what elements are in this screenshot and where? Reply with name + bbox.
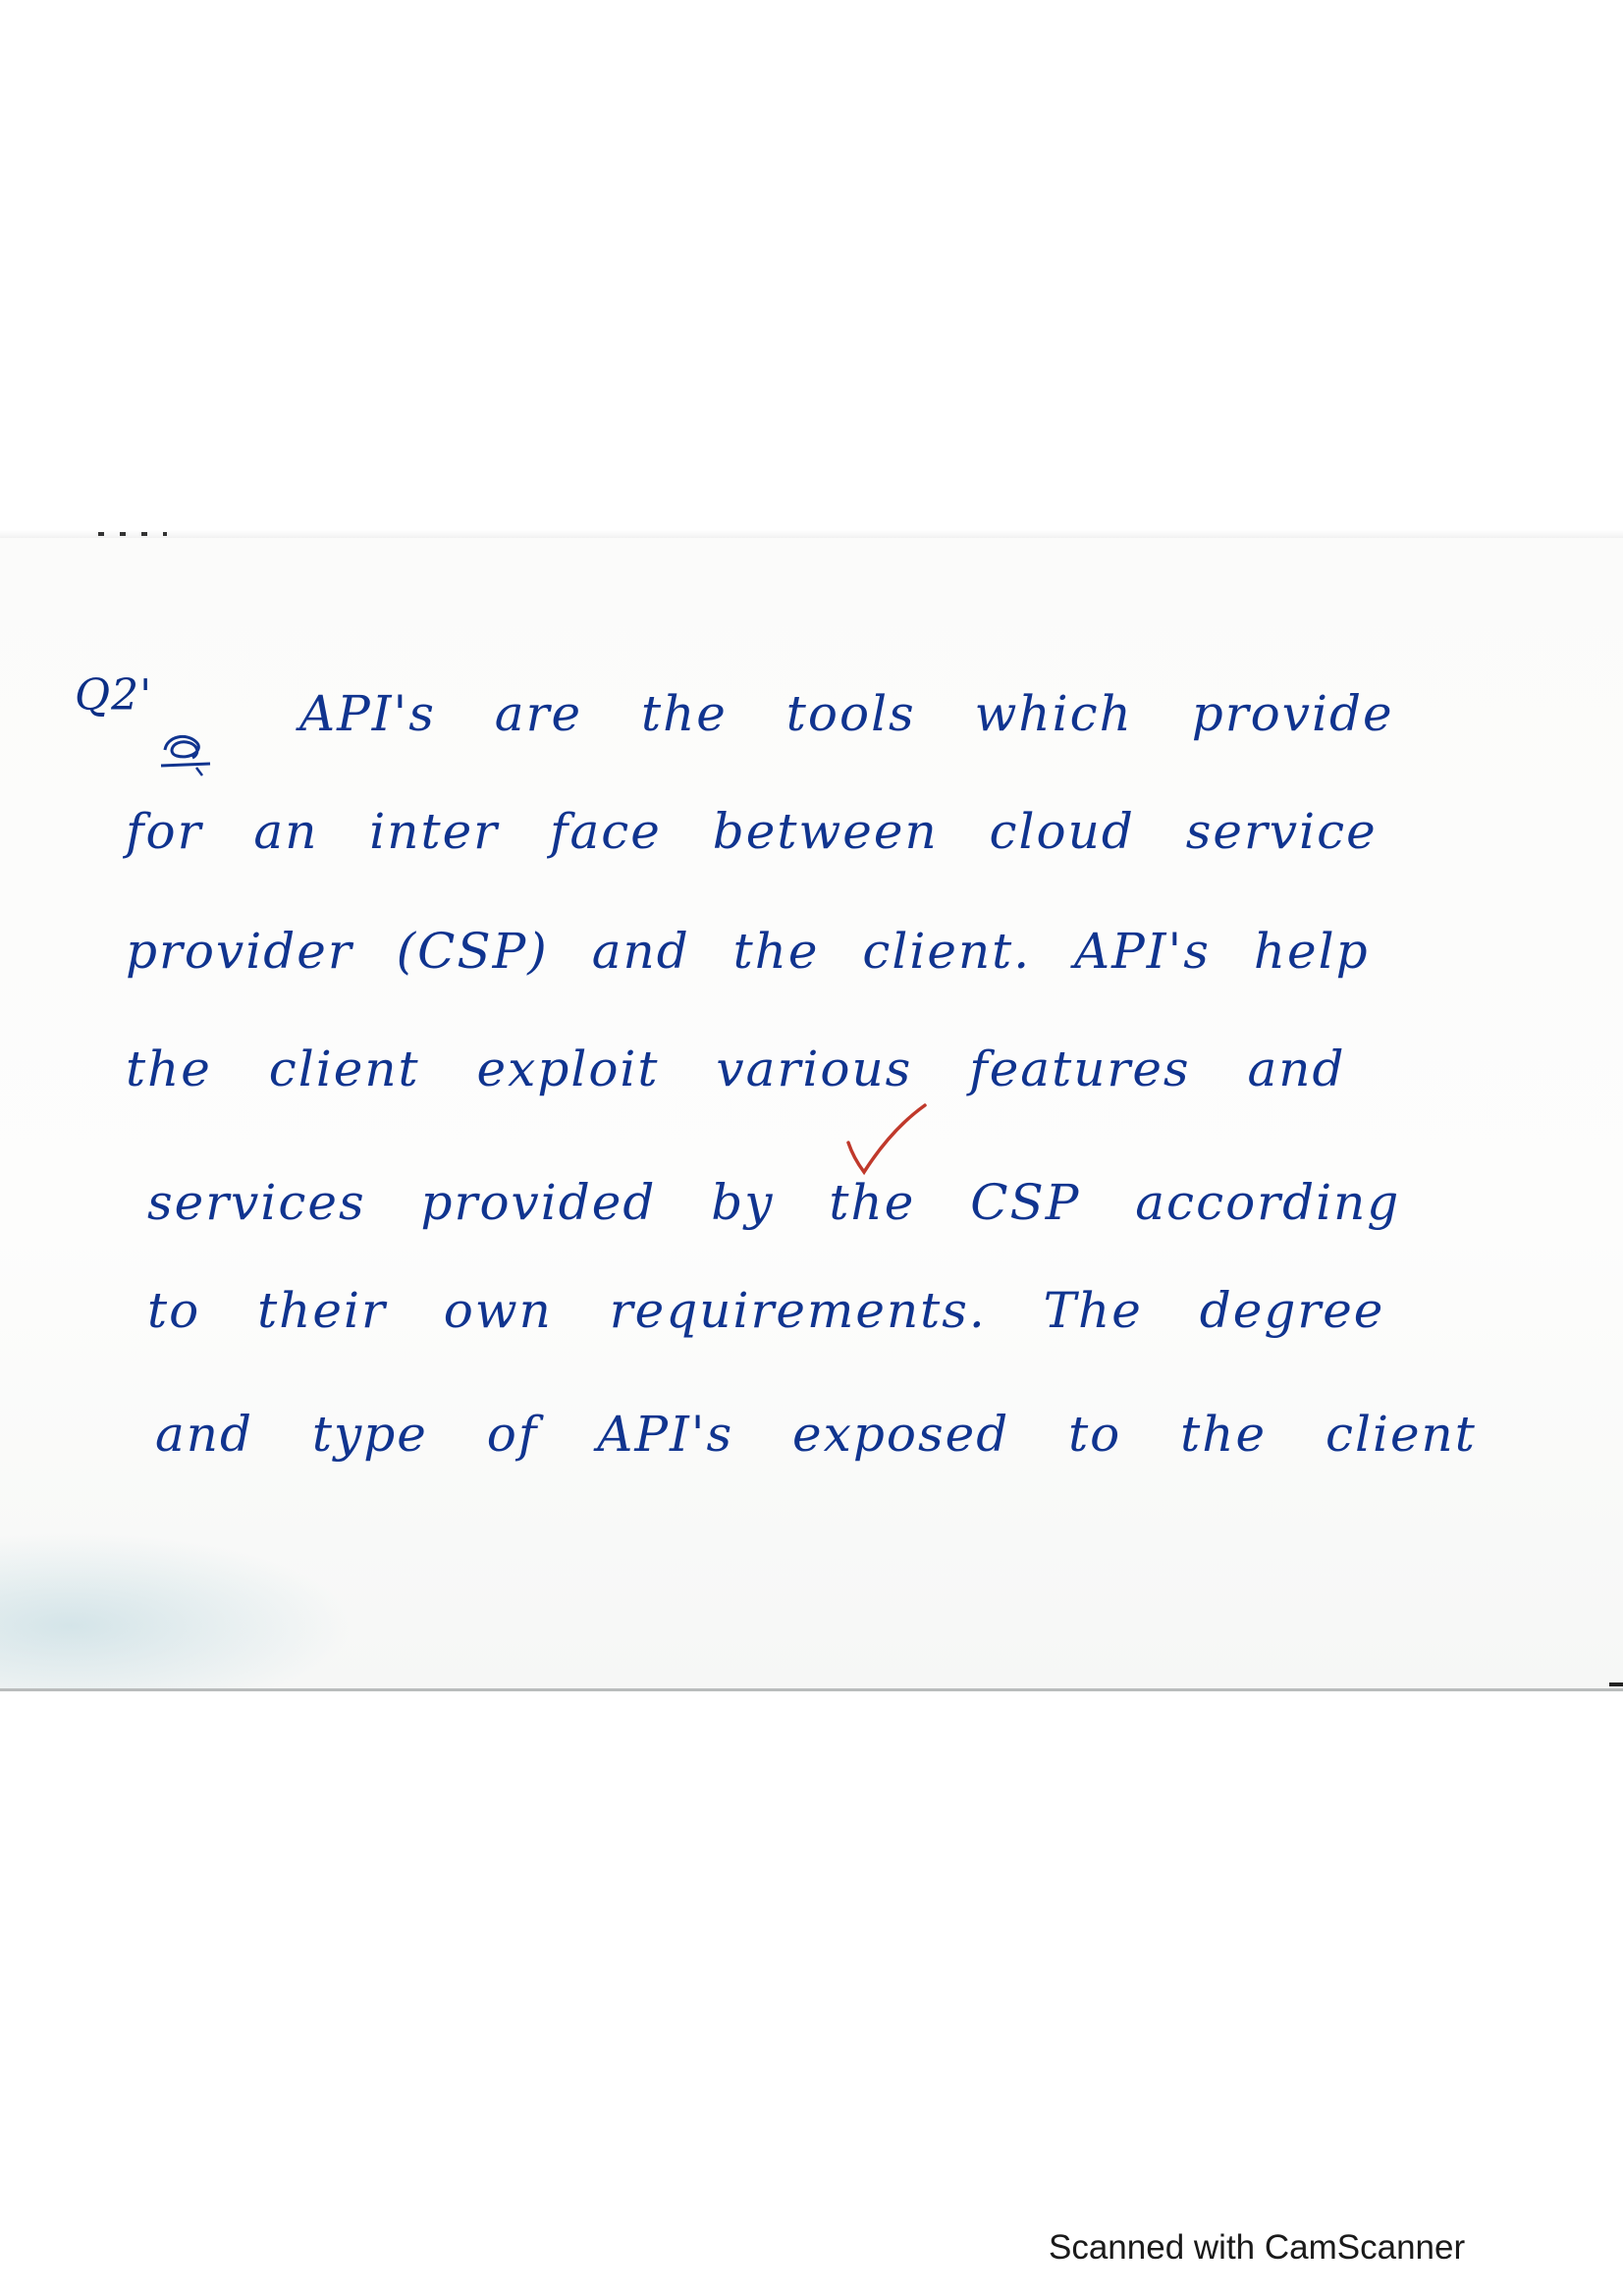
edge-mark xyxy=(98,532,167,536)
card-bottom-edge xyxy=(0,1688,1623,1691)
question-number: Q2' xyxy=(75,670,153,721)
grading-check-icon xyxy=(842,1099,931,1178)
answer-line-6: to their own requirements. The degree xyxy=(147,1282,1385,1339)
camscanner-watermark: Scanned with CamScanner xyxy=(1049,2228,1466,2267)
answer-line-4: the client exploit various features and xyxy=(126,1041,1346,1097)
scribble-mark-icon xyxy=(157,728,214,777)
scan-speckle xyxy=(0,1531,353,1688)
answer-line-1: API's are the tools which provide xyxy=(299,685,1394,742)
answer-line-2: for an inter face between cloud service xyxy=(126,803,1378,860)
edge-mark-right xyxy=(1609,1682,1623,1686)
answer-line-5: services provided by the CSP according xyxy=(147,1174,1401,1231)
answer-line-7: and type of API's exposed to the client xyxy=(155,1406,1477,1463)
answer-line-3: provider (CSP) and the client. API's help xyxy=(126,923,1370,980)
